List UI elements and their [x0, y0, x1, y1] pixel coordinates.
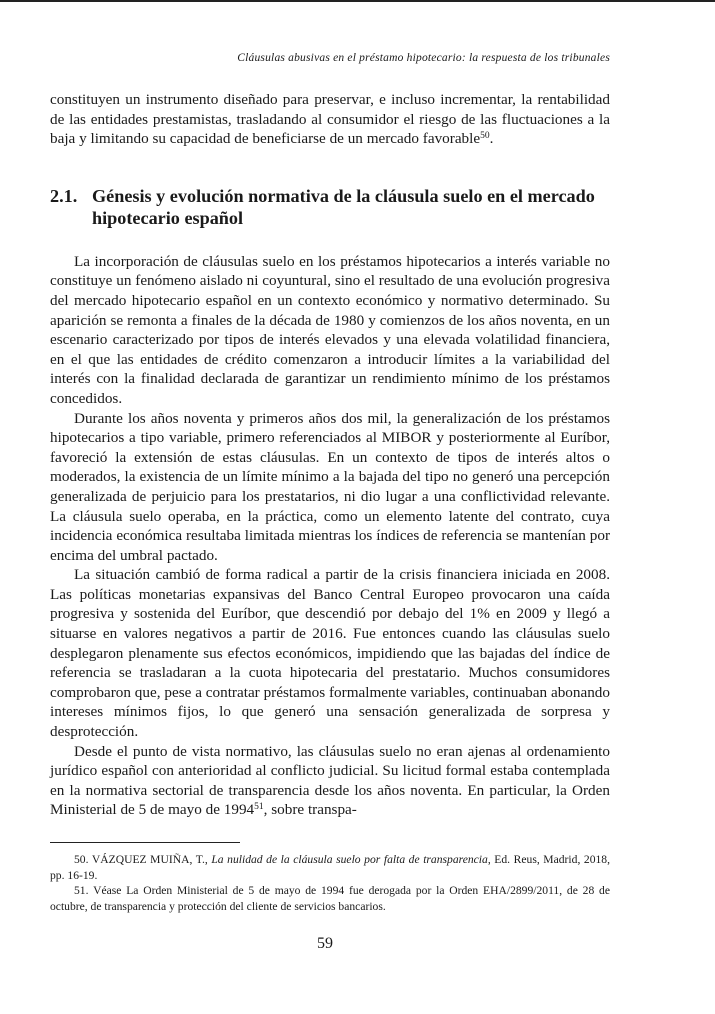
footnote-text: Véase La Orden Ministerial de 5 de mayo de 1994 fue derogada por la Orden EHA/2899/2011, de 28 de octubre, de transparencia y protección del cliente de servicios bancarios.: [50, 884, 610, 913]
section-number: 2.1.: [50, 185, 78, 206]
paragraph-continuation: [50, 90, 610, 149]
footnote-author: VÁZQUEZ MUIÑA, T.,: [91, 853, 208, 866]
paragraph-punctuation: .: [489, 130, 494, 148]
paragraph-4: [50, 742, 610, 820]
paragraph-text: constituyen un instrumento diseñado para preservar, e incluso incrementar, la rentabilidad de las entidades prestamistas, trasladando al consumidor el riesgo de las fluctuaciones a la baja y limitando su capacidad de beneficiarse de un mercado favorable: [50, 91, 610, 148]
footnote-ref-51[interactable]: 51: [254, 802, 264, 813]
paragraph-text: Desde el punto de vista normativo, las cláusulas suelo no eran ajenas al ordenamiento jurídico español con anterioridad al conflicto judicial. Su licitud formal estaba contemplada en la normativa sectorial de transparencia desde los años noventa. En particular, la Orden Ministerial de 5 de mayo de 1994: [50, 742, 610, 819]
paragraph-1: La incorporación de cláusulas suelo en los préstamos hipotecarios a interés variable no constituye un fenómeno aislado ni coyuntural, sino el resultado de una evolución progresiva del mercado hipotecario español en un contexto económico y normativo determinado. Su aparición se remonta a finales de la década de 1980 y comienzos de los años noventa, en un escenario caracterizado por tipos de interés elevados y una elevada volatilidad financiera, en el que las entidades de crédito comenzaron a introducir límites a la variabilidad del interés con la finalidad declarada de garantizar un rendimiento mínimo de los préstamos concedidos.: [50, 252, 610, 407]
footnote-50: [50, 852, 610, 883]
footnote-separator: [50, 842, 240, 843]
paragraph-3: La situación cambió de forma radical a partir de la crisis financiera iniciada en 2008. Las políticas monetarias expansivas del Banco Central Europeo provocaron una caída progresiva y sostenida del Euríbor, que descendió por debajo del 1% en 2009 y llegó a situarse en valores negativos a partir de 2016. Fue entonces cuando las cláusulas suelo desplegaron plenamente sus efectos económicos, impidiendo que las bajadas del índice de referencia se trasladaran a la cuota hipotecaria del prestatario. Muchos consumidores comprobaron que, pese a contratar préstamos formalmente variables, continuaban abonando intereses mínimos fijos, lo que generó una sensación generalizada de sorpresa y desprotección.: [50, 566, 610, 741]
section-title: Génesis y evolución normativa de la cláusula suelo en el mercado hipotecario español: [92, 185, 595, 229]
footnote-work-title: La nulidad de la cláusula suelo por falta de transparencia: [211, 853, 488, 866]
running-header: Cláusulas abusivas en el préstamo hipotecario: la respuesta de los tribunales: [237, 52, 610, 64]
paragraph-2: Durante los años noventa y primeros años dos mil, la generalización de los préstamos hipotecarios a tipo variable, primero referenciados al MIBOR y posteriormente al Euríbor, favoreció la extensión de estas cláusulas. En un contexto de tipos de interés altos o moderados, la existencia de un límite mínimo a la bajada del tipo no generó una percepción generalizada de perjuicio para los prestatarios, ni dio lugar a una conflictividad relevante. La cláusula suelo operaba, en la práctica, como un elemento latente del contrato, cuya incidencia económica resultaba limitada mientras los índices de referencia se mantenían por encima del umbral pactado.: [50, 409, 610, 564]
footnote-ref-50[interactable]: 50: [480, 131, 490, 142]
footnote-citation: , Ed. Reus, Madrid, 2018, pp. 16-19.: [50, 853, 610, 882]
footnote-number: 51.: [74, 884, 89, 898]
paragraph-tail: , sobre transpa-: [263, 801, 357, 819]
main-text: [50, 90, 610, 820]
footnote-number: 50.: [74, 853, 89, 866]
page-number: 59: [317, 935, 333, 952]
footnote-51: [50, 883, 610, 914]
top-border-rule: [0, 0, 715, 2]
section-heading: [50, 185, 610, 230]
footnotes: [50, 852, 610, 914]
